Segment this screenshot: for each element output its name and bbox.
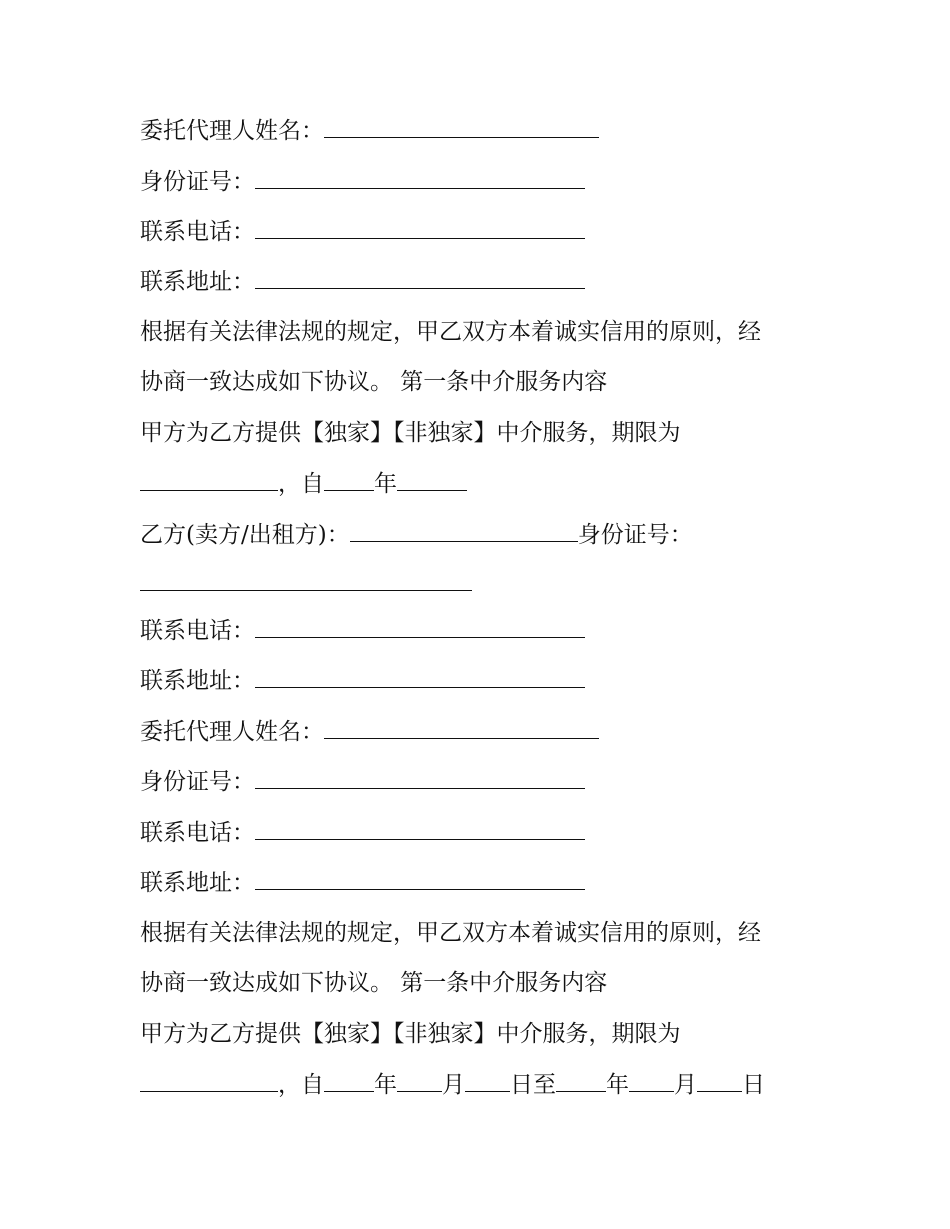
paragraph-line — [140, 918, 761, 948]
service-term-text: 甲方为乙方提供【独家】【非独家】中介服务，期限为 — [140, 1021, 681, 1047]
party-b-blank[interactable] — [350, 519, 578, 542]
phone-label: 联系电话： — [140, 820, 255, 846]
paragraph-text: 协商一致达成如下协议。 第一条中介服务内容 — [140, 970, 608, 996]
agent-name-label: 委托代理人姓名： — [140, 719, 324, 745]
month-blank[interactable] — [397, 1069, 442, 1092]
phone-line — [140, 216, 585, 246]
paragraph-line — [140, 367, 607, 397]
phone-blank[interactable] — [255, 216, 585, 239]
service-term-line — [140, 418, 681, 448]
end-month-blank[interactable] — [629, 1069, 674, 1092]
party-b-label: 乙方(卖方/出租方)： — [140, 522, 350, 548]
address-line — [140, 266, 585, 296]
year-text: 年 — [374, 1072, 397, 1098]
paragraph-line — [140, 968, 607, 998]
from-text: ，自 — [278, 471, 324, 497]
address-line — [140, 867, 585, 897]
agent-name-line — [140, 115, 599, 145]
id-number-label: 身份证号： — [140, 769, 255, 795]
paragraph-text: 协商一致达成如下协议。 第一条中介服务内容 — [140, 369, 608, 395]
term-date-line — [140, 468, 467, 498]
end-year-text: 年 — [606, 1072, 629, 1098]
party-b-line — [140, 519, 693, 549]
phone-label: 联系电话： — [140, 618, 255, 644]
paragraph-line — [140, 317, 761, 347]
phone-line — [140, 817, 585, 847]
id-number-line — [140, 766, 585, 796]
agent-name-line — [140, 716, 599, 746]
day-to-text: 日至 — [510, 1072, 556, 1098]
end-year-blank[interactable] — [556, 1069, 606, 1092]
end-month-text: 月 — [674, 1072, 697, 1098]
year-text: 年 — [374, 471, 397, 497]
address-blank[interactable] — [255, 266, 585, 289]
id-number-blank[interactable] — [255, 766, 585, 789]
paragraph-text: 根据有关法律法规的规定，甲乙双方本着诚实信用的原则，经 — [140, 920, 761, 946]
term-date-line — [140, 1069, 765, 1099]
address-line — [140, 665, 585, 695]
party-b-id-label: 身份证号： — [577, 522, 693, 548]
address-label: 联系地址： — [140, 269, 255, 295]
phone-label: 联系电话： — [140, 219, 255, 245]
address-label: 联系地址： — [140, 668, 255, 694]
agent-name-blank[interactable] — [324, 716, 599, 739]
year-blank[interactable] — [324, 468, 374, 491]
id-number-blank[interactable] — [255, 166, 585, 189]
party-b-id-blank[interactable] — [140, 568, 472, 591]
service-term-text: 甲方为乙方提供【独家】【非独家】中介服务，期限为 — [140, 420, 681, 446]
address-blank[interactable] — [255, 867, 585, 890]
phone-blank[interactable] — [255, 817, 585, 840]
year-blank[interactable] — [324, 1069, 374, 1092]
term-blank[interactable] — [140, 1069, 278, 1092]
end-day-text: 日 — [742, 1072, 765, 1098]
term-blank[interactable] — [140, 468, 278, 491]
id-number-line — [140, 166, 585, 196]
id-number-label: 身份证号： — [140, 169, 255, 195]
day-blank[interactable] — [465, 1069, 510, 1092]
phone-blank[interactable] — [255, 615, 585, 638]
month-text: 月 — [442, 1072, 465, 1098]
agent-name-blank[interactable] — [324, 115, 599, 138]
phone-line — [140, 615, 585, 645]
paragraph-text: 根据有关法律法规的规定，甲乙双方本着诚实信用的原则，经 — [140, 319, 761, 345]
service-term-line — [140, 1019, 681, 1049]
party-b-id-line — [140, 568, 472, 598]
address-label: 联系地址： — [140, 870, 255, 896]
address-blank[interactable] — [255, 665, 585, 688]
end-day-blank[interactable] — [697, 1069, 742, 1092]
agent-name-label: 委托代理人姓名： — [140, 118, 324, 144]
from-text: ，自 — [278, 1072, 324, 1098]
month-blank[interactable] — [397, 468, 467, 491]
